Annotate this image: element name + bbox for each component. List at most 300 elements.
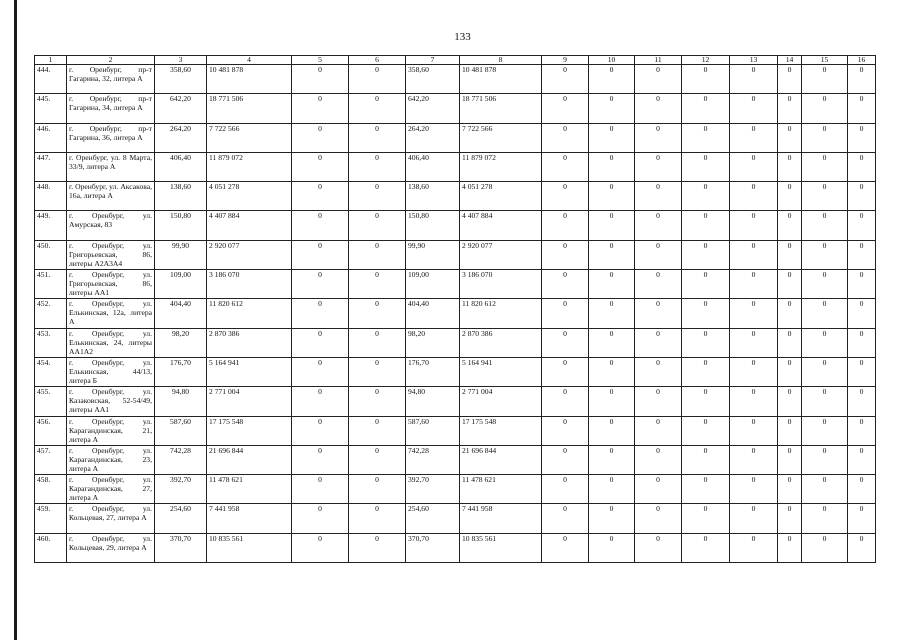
column-header: 14 xyxy=(778,56,802,65)
cost-cell: 10 481 878 xyxy=(460,65,542,94)
value-cell: 0 xyxy=(542,152,589,181)
address-cell: г. Оренбург, ул. Елькинская, 12а, литера А xyxy=(67,299,155,328)
area-cell: 99,90 xyxy=(155,240,207,269)
row-number-cell: 451. xyxy=(35,270,67,299)
value-cell: 0 xyxy=(778,65,802,94)
cost-cell: 11 879 072 xyxy=(207,152,292,181)
value-cell: 0 xyxy=(542,475,589,504)
value-cell: 0 xyxy=(848,182,876,211)
value-cell: 0 xyxy=(848,299,876,328)
value-cell: 0 xyxy=(802,533,848,562)
value-cell: 0 xyxy=(730,270,778,299)
area-cell: 264,20 xyxy=(155,123,207,152)
row-number-cell: 449. xyxy=(35,211,67,240)
value-cell: 0 xyxy=(635,416,682,445)
value-cell: 0 xyxy=(542,123,589,152)
address-cell: г. Оренбург, пр-т Гагарина, 36, литера А xyxy=(67,123,155,152)
value-cell: 0 xyxy=(542,270,589,299)
cost-cell: 2 771 004 xyxy=(460,387,542,416)
area-cell: 406,40 xyxy=(406,152,460,181)
value-cell: 0 xyxy=(589,182,635,211)
value-cell: 0 xyxy=(589,416,635,445)
area-cell: 176,70 xyxy=(155,357,207,386)
value-cell: 0 xyxy=(802,475,848,504)
area-cell: 150,80 xyxy=(155,211,207,240)
column-header: 6 xyxy=(349,56,406,65)
value-cell: 0 xyxy=(349,94,406,123)
area-cell: 138,60 xyxy=(406,182,460,211)
value-cell: 0 xyxy=(292,211,349,240)
value-cell: 0 xyxy=(682,533,730,562)
value-cell: 0 xyxy=(848,65,876,94)
value-cell: 0 xyxy=(589,211,635,240)
column-header: 2 xyxy=(67,56,155,65)
area-cell: 587,60 xyxy=(155,416,207,445)
value-cell: 0 xyxy=(542,416,589,445)
column-header: 3 xyxy=(155,56,207,65)
row-number-cell: 460. xyxy=(35,533,67,562)
area-cell: 138,60 xyxy=(155,182,207,211)
cost-cell: 2 771 004 xyxy=(207,387,292,416)
cost-cell: 2 920 077 xyxy=(460,240,542,269)
area-cell: 109,00 xyxy=(406,270,460,299)
value-cell: 0 xyxy=(778,475,802,504)
row-number-cell: 447. xyxy=(35,152,67,181)
value-cell: 0 xyxy=(349,299,406,328)
value-cell: 0 xyxy=(292,270,349,299)
area-cell: 406,40 xyxy=(155,152,207,181)
address-cell: г. Оренбург, ул. Казаковская, 52-54/49, литеры АА1 xyxy=(67,387,155,416)
value-cell: 0 xyxy=(730,211,778,240)
cost-cell: 2 920 077 xyxy=(207,240,292,269)
cost-cell: 21 696 844 xyxy=(207,445,292,474)
row-number-cell: 458. xyxy=(35,475,67,504)
value-cell: 0 xyxy=(802,240,848,269)
area-cell: 392,70 xyxy=(155,475,207,504)
cost-cell: 11 820 612 xyxy=(207,299,292,328)
column-header: 5 xyxy=(292,56,349,65)
cost-cell: 4 407 884 xyxy=(460,211,542,240)
value-cell: 0 xyxy=(292,504,349,533)
value-cell: 0 xyxy=(848,211,876,240)
value-cell: 0 xyxy=(589,445,635,474)
value-cell: 0 xyxy=(349,416,406,445)
value-cell: 0 xyxy=(682,445,730,474)
value-cell: 0 xyxy=(730,533,778,562)
value-cell: 0 xyxy=(292,328,349,357)
value-cell: 0 xyxy=(778,94,802,123)
column-header: 16 xyxy=(848,56,876,65)
table-row xyxy=(35,533,876,562)
value-cell: 0 xyxy=(778,211,802,240)
area-cell: 358,60 xyxy=(406,65,460,94)
value-cell: 0 xyxy=(778,328,802,357)
page-number: 133 xyxy=(454,31,471,43)
value-cell: 0 xyxy=(292,416,349,445)
value-cell: 0 xyxy=(682,416,730,445)
value-cell: 0 xyxy=(848,475,876,504)
value-cell: 0 xyxy=(778,445,802,474)
value-cell: 0 xyxy=(589,387,635,416)
value-cell: 0 xyxy=(848,270,876,299)
value-cell: 0 xyxy=(730,357,778,386)
value-cell: 0 xyxy=(730,387,778,416)
value-cell: 0 xyxy=(542,533,589,562)
value-cell: 0 xyxy=(635,240,682,269)
value-cell: 0 xyxy=(542,299,589,328)
value-cell: 0 xyxy=(682,123,730,152)
value-cell: 0 xyxy=(730,299,778,328)
address-cell: г. Оренбург, ул. Карагандинская, 21, литера А xyxy=(67,416,155,445)
value-cell: 0 xyxy=(349,240,406,269)
value-cell: 0 xyxy=(635,211,682,240)
value-cell: 0 xyxy=(848,357,876,386)
area-cell: 254,60 xyxy=(406,504,460,533)
value-cell: 0 xyxy=(292,357,349,386)
cost-cell: 2 870 386 xyxy=(207,328,292,357)
column-header: 12 xyxy=(682,56,730,65)
value-cell: 0 xyxy=(802,152,848,181)
address-cell: г. Оренбург, ул. Кольцевая, 29, литера А xyxy=(67,533,155,562)
value-cell: 0 xyxy=(542,65,589,94)
value-cell: 0 xyxy=(802,445,848,474)
area-cell: 150,80 xyxy=(406,211,460,240)
value-cell: 0 xyxy=(349,123,406,152)
address-cell: г. Оренбург, ул. Амурская, 83 xyxy=(67,211,155,240)
value-cell: 0 xyxy=(292,445,349,474)
header-row xyxy=(35,56,876,65)
row-number-cell: 445. xyxy=(35,94,67,123)
value-cell: 0 xyxy=(730,152,778,181)
table-row xyxy=(35,387,876,416)
value-cell: 0 xyxy=(848,387,876,416)
value-cell: 0 xyxy=(542,328,589,357)
value-cell: 0 xyxy=(635,475,682,504)
cost-cell: 10 835 561 xyxy=(207,533,292,562)
cost-cell: 7 441 958 xyxy=(460,504,542,533)
column-header: 9 xyxy=(542,56,589,65)
value-cell: 0 xyxy=(802,123,848,152)
row-number-cell: 456. xyxy=(35,416,67,445)
table-row xyxy=(35,504,876,533)
value-cell: 0 xyxy=(292,152,349,181)
value-cell: 0 xyxy=(635,328,682,357)
area-cell: 94,80 xyxy=(406,387,460,416)
value-cell: 0 xyxy=(730,445,778,474)
value-cell: 0 xyxy=(635,182,682,211)
value-cell: 0 xyxy=(802,299,848,328)
row-number-cell: 444. xyxy=(35,65,67,94)
area-cell: 392,70 xyxy=(406,475,460,504)
value-cell: 0 xyxy=(635,94,682,123)
value-cell: 0 xyxy=(292,65,349,94)
address-cell: г. Оренбург, ул. Карагандинская, 23, литера А xyxy=(67,445,155,474)
value-cell: 0 xyxy=(730,416,778,445)
value-cell: 0 xyxy=(730,328,778,357)
value-cell: 0 xyxy=(635,445,682,474)
cost-cell: 11 478 621 xyxy=(460,475,542,504)
value-cell: 0 xyxy=(292,123,349,152)
value-cell: 0 xyxy=(542,240,589,269)
cost-cell: 2 870 386 xyxy=(460,328,542,357)
value-cell: 0 xyxy=(589,299,635,328)
value-cell: 0 xyxy=(589,123,635,152)
cost-cell: 5 164 941 xyxy=(207,357,292,386)
table-row xyxy=(35,328,876,357)
address-cell: г. Оренбург, пр-т Гагарина, 34, литера А xyxy=(67,94,155,123)
value-cell: 0 xyxy=(349,65,406,94)
area-cell: 254,60 xyxy=(155,504,207,533)
value-cell: 0 xyxy=(635,152,682,181)
value-cell: 0 xyxy=(730,240,778,269)
value-cell: 0 xyxy=(542,94,589,123)
column-header: 1 xyxy=(35,56,67,65)
cost-cell: 11 879 072 xyxy=(460,152,542,181)
row-number-cell: 454. xyxy=(35,357,67,386)
table-row xyxy=(35,182,876,211)
value-cell: 0 xyxy=(682,357,730,386)
address-cell: г. Оренбург, ул. Елькинская, 24, литеры АА1А2 xyxy=(67,328,155,357)
value-cell: 0 xyxy=(292,387,349,416)
value-cell: 0 xyxy=(589,65,635,94)
value-cell: 0 xyxy=(682,182,730,211)
row-number-cell: 452. xyxy=(35,299,67,328)
cost-cell: 21 696 844 xyxy=(460,445,542,474)
table-row xyxy=(35,357,876,386)
area-cell: 370,70 xyxy=(406,533,460,562)
value-cell: 0 xyxy=(635,299,682,328)
column-header: 7 xyxy=(406,56,460,65)
value-cell: 0 xyxy=(682,504,730,533)
column-header: 13 xyxy=(730,56,778,65)
value-cell: 0 xyxy=(635,533,682,562)
value-cell: 0 xyxy=(349,475,406,504)
value-cell: 0 xyxy=(778,387,802,416)
value-cell: 0 xyxy=(292,240,349,269)
value-cell: 0 xyxy=(589,533,635,562)
area-cell: 99,90 xyxy=(406,240,460,269)
table-row xyxy=(35,240,876,269)
value-cell: 0 xyxy=(730,123,778,152)
area-cell: 642,20 xyxy=(406,94,460,123)
area-cell: 176,70 xyxy=(406,357,460,386)
value-cell: 0 xyxy=(730,182,778,211)
value-cell: 0 xyxy=(349,504,406,533)
area-cell: 109,00 xyxy=(155,270,207,299)
column-header: 4 xyxy=(207,56,292,65)
address-cell: г. Оренбург, ул. Кольцевая, 27, литера А xyxy=(67,504,155,533)
table-row xyxy=(35,299,876,328)
value-cell: 0 xyxy=(292,94,349,123)
value-cell: 0 xyxy=(589,504,635,533)
value-cell: 0 xyxy=(542,445,589,474)
data-table xyxy=(34,55,876,563)
area-cell: 370,70 xyxy=(155,533,207,562)
cost-cell: 7 722 566 xyxy=(207,123,292,152)
cost-cell: 4 051 278 xyxy=(460,182,542,211)
value-cell: 0 xyxy=(589,270,635,299)
value-cell: 0 xyxy=(778,270,802,299)
row-number-cell: 448. xyxy=(35,182,67,211)
value-cell: 0 xyxy=(682,240,730,269)
value-cell: 0 xyxy=(802,211,848,240)
value-cell: 0 xyxy=(589,475,635,504)
table-row xyxy=(35,123,876,152)
value-cell: 0 xyxy=(682,152,730,181)
cost-cell: 4 407 884 xyxy=(207,211,292,240)
area-cell: 742,28 xyxy=(406,445,460,474)
value-cell: 0 xyxy=(682,387,730,416)
column-header: 8 xyxy=(460,56,542,65)
value-cell: 0 xyxy=(682,328,730,357)
value-cell: 0 xyxy=(778,299,802,328)
value-cell: 0 xyxy=(730,475,778,504)
value-cell: 0 xyxy=(589,328,635,357)
address-cell: г. Оренбург, ул. Григорьевская, 86, литеры АА1 xyxy=(67,270,155,299)
table-row xyxy=(35,152,876,181)
value-cell: 0 xyxy=(542,504,589,533)
cost-cell: 10 481 878 xyxy=(207,65,292,94)
value-cell: 0 xyxy=(349,152,406,181)
area-cell: 98,20 xyxy=(406,328,460,357)
cost-cell: 10 835 561 xyxy=(460,533,542,562)
value-cell: 0 xyxy=(682,65,730,94)
row-number-cell: 446. xyxy=(35,123,67,152)
value-cell: 0 xyxy=(349,387,406,416)
table-row xyxy=(35,475,876,504)
value-cell: 0 xyxy=(778,504,802,533)
table-row xyxy=(35,94,876,123)
value-cell: 0 xyxy=(778,123,802,152)
value-cell: 0 xyxy=(848,533,876,562)
value-cell: 0 xyxy=(778,240,802,269)
value-cell: 0 xyxy=(778,182,802,211)
cost-cell: 11 478 621 xyxy=(207,475,292,504)
table-body xyxy=(35,65,876,563)
table-row xyxy=(35,270,876,299)
column-header: 15 xyxy=(802,56,848,65)
value-cell: 0 xyxy=(848,328,876,357)
value-cell: 0 xyxy=(349,445,406,474)
value-cell: 0 xyxy=(349,533,406,562)
cost-cell: 7 722 566 xyxy=(460,123,542,152)
area-cell: 98,20 xyxy=(155,328,207,357)
address-cell: г. Оренбург, ул. Елькинская, 44/13, литера Б xyxy=(67,357,155,386)
cost-cell: 18 771 506 xyxy=(460,94,542,123)
value-cell: 0 xyxy=(682,94,730,123)
value-cell: 0 xyxy=(589,357,635,386)
cost-cell: 7 441 958 xyxy=(207,504,292,533)
area-cell: 404,40 xyxy=(155,299,207,328)
address-cell: г. Оренбург, ул. 8 Марта, 33/9, литера А xyxy=(67,152,155,181)
value-cell: 0 xyxy=(292,533,349,562)
value-cell: 0 xyxy=(848,152,876,181)
value-cell: 0 xyxy=(802,504,848,533)
value-cell: 0 xyxy=(682,475,730,504)
value-cell: 0 xyxy=(802,357,848,386)
value-cell: 0 xyxy=(730,65,778,94)
value-cell: 0 xyxy=(349,328,406,357)
area-cell: 404,40 xyxy=(406,299,460,328)
value-cell: 0 xyxy=(848,504,876,533)
cost-cell: 18 771 506 xyxy=(207,94,292,123)
value-cell: 0 xyxy=(778,416,802,445)
column-header: 11 xyxy=(635,56,682,65)
value-cell: 0 xyxy=(802,65,848,94)
value-cell: 0 xyxy=(848,445,876,474)
row-number-cell: 453. xyxy=(35,328,67,357)
value-cell: 0 xyxy=(349,211,406,240)
value-cell: 0 xyxy=(802,328,848,357)
value-cell: 0 xyxy=(635,123,682,152)
address-cell: г. Оренбург, ул. Григорьевская, 86, литеры А2А3А4 xyxy=(67,240,155,269)
value-cell: 0 xyxy=(848,240,876,269)
table-row xyxy=(35,416,876,445)
area-cell: 94,80 xyxy=(155,387,207,416)
table-row xyxy=(35,65,876,94)
row-number-cell: 450. xyxy=(35,240,67,269)
cost-cell: 3 186 070 xyxy=(207,270,292,299)
row-number-cell: 459. xyxy=(35,504,67,533)
value-cell: 0 xyxy=(635,387,682,416)
value-cell: 0 xyxy=(848,94,876,123)
value-cell: 0 xyxy=(635,270,682,299)
value-cell: 0 xyxy=(635,504,682,533)
area-cell: 642,20 xyxy=(155,94,207,123)
cost-cell: 4 051 278 xyxy=(207,182,292,211)
value-cell: 0 xyxy=(635,65,682,94)
address-cell: г. Оренбург, пр-т Гагарина, 32, литера А xyxy=(67,65,155,94)
row-number-cell: 457. xyxy=(35,445,67,474)
value-cell: 0 xyxy=(778,357,802,386)
value-cell: 0 xyxy=(802,270,848,299)
value-cell: 0 xyxy=(542,387,589,416)
value-cell: 0 xyxy=(802,416,848,445)
value-cell: 0 xyxy=(589,240,635,269)
column-header: 10 xyxy=(589,56,635,65)
value-cell: 0 xyxy=(542,182,589,211)
cost-cell: 3 186 070 xyxy=(460,270,542,299)
value-cell: 0 xyxy=(730,504,778,533)
area-cell: 264,20 xyxy=(406,123,460,152)
address-cell: г. Оренбург, ул. Карагандинская, 27, литера А xyxy=(67,475,155,504)
value-cell: 0 xyxy=(848,123,876,152)
value-cell: 0 xyxy=(802,94,848,123)
value-cell: 0 xyxy=(349,270,406,299)
value-cell: 0 xyxy=(542,211,589,240)
value-cell: 0 xyxy=(292,182,349,211)
address-cell: г. Оренбург, ул. Аксакова, 16а, литера А xyxy=(67,182,155,211)
value-cell: 0 xyxy=(682,299,730,328)
table-row xyxy=(35,211,876,240)
row-number-cell: 455. xyxy=(35,387,67,416)
area-cell: 587,60 xyxy=(406,416,460,445)
value-cell: 0 xyxy=(802,182,848,211)
cost-cell: 17 175 548 xyxy=(460,416,542,445)
table-row xyxy=(35,445,876,474)
value-cell: 0 xyxy=(778,152,802,181)
area-cell: 742,28 xyxy=(155,445,207,474)
value-cell: 0 xyxy=(589,94,635,123)
value-cell: 0 xyxy=(635,357,682,386)
left-margin-bar xyxy=(14,0,17,640)
cost-cell: 5 164 941 xyxy=(460,357,542,386)
value-cell: 0 xyxy=(802,387,848,416)
value-cell: 0 xyxy=(349,357,406,386)
value-cell: 0 xyxy=(542,357,589,386)
value-cell: 0 xyxy=(682,211,730,240)
value-cell: 0 xyxy=(848,416,876,445)
